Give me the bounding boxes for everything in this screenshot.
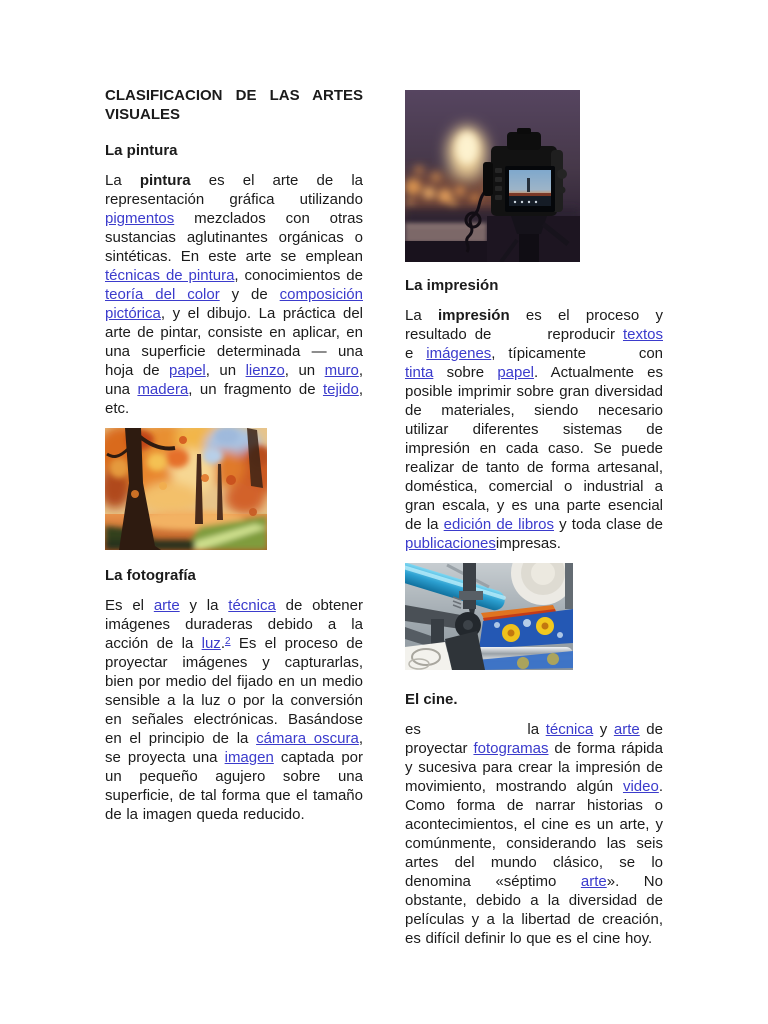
body-text: Es el proceso de proyectar imágenes y capturarlas, bien por medio del fijado en un medio sensible a la luz o por la conversión en señales electrónicas. Basándose en el principio de la (105, 635, 363, 747)
body-text: y toda clase de (554, 516, 663, 533)
hyperlink[interactable]: fotogramas (473, 740, 549, 757)
right-column (405, 90, 663, 958)
body-text: de obtener imágenes duraderas debido a la acción de la (105, 597, 363, 652)
paragraph-la-fotografia (105, 596, 363, 824)
justification-gap (499, 338, 547, 339)
hyperlink[interactable]: técnicas de pintura (105, 267, 235, 284)
body-text: es el proceso y resultado de (405, 307, 663, 343)
body-text: , una (105, 362, 363, 398)
body-text: ». No obstante, debido a la diversidad de películas y a la libertad de creación, es difícil definir lo que es el cine hoy. (405, 873, 663, 947)
hyperlink[interactable]: publicaciones (405, 535, 496, 552)
footnote-link[interactable]: 2 (224, 636, 231, 647)
heading-la-fotografia: La fotografía (105, 567, 196, 584)
printing-press-image (405, 563, 663, 670)
body-text: y (593, 721, 614, 738)
hyperlink[interactable]: tinta (405, 364, 434, 381)
body-text: e (405, 345, 427, 362)
hyperlink[interactable]: técnica (545, 721, 594, 738)
paragraph-el-cine (405, 720, 663, 948)
hyperlink[interactable]: técnica (228, 597, 276, 614)
hyperlink[interactable]: imágenes (426, 345, 492, 362)
hyperlink[interactable]: imagen (224, 749, 274, 766)
hyperlink[interactable]: tejido (322, 381, 359, 398)
body-text: y la (179, 597, 229, 614)
body-text: , se proyecta una (105, 730, 363, 766)
bold-text: pintura (139, 172, 191, 189)
body-text: , un (284, 362, 325, 379)
body-text: . Como forma de narrar historias o acontecimientos, el cine es un arte, y comúnmente, considerando las seis artes del mundo clásico, se lo denomina «séptimo (405, 778, 663, 890)
hyperlink[interactable]: arte (153, 597, 180, 614)
hyperlink[interactable]: papel (497, 364, 535, 381)
document-title: CLASIFICACION DE LAS ARTES VISUALES (105, 87, 363, 123)
body-text: , un fragmento de (188, 381, 323, 398)
bold-text: impresión (437, 307, 510, 324)
body-text: la (527, 721, 546, 738)
body-text: y de (219, 286, 280, 303)
body-text: , un (205, 362, 246, 379)
hyperlink[interactable]: muro (324, 362, 359, 379)
body-text: . Actualmente es posible imprimir sobre gran diversidad de materiales, siendo necesario utilizar diferentes sistemas de impresión en cada caso. Se puede realizar de tanto de forma artesanal, doméstica, comercial o industrial a gran escala, y es una parte esencial de la (405, 364, 663, 533)
hyperlink[interactable]: video (622, 778, 659, 795)
body-text: La (105, 172, 140, 189)
body-text: de proyectar (405, 721, 663, 757)
hyperlink[interactable]: arte (613, 721, 640, 738)
left-column (105, 86, 363, 834)
body-text: con (638, 345, 663, 362)
body-text: sobre (433, 364, 498, 381)
night-camera-illustration (405, 90, 580, 262)
heading-la-pintura: La pintura (105, 142, 178, 159)
body-text: reproducir (547, 326, 623, 343)
hyperlink[interactable]: papel (169, 362, 206, 379)
hyperlink[interactable]: cámara oscura (256, 730, 359, 747)
hyperlink[interactable]: lienzo (245, 362, 285, 379)
paragraph-la-impresion (405, 306, 663, 553)
hyperlink[interactable]: pigmentos (105, 210, 175, 227)
paragraph-la-pintura (105, 171, 363, 418)
body-text: , etc. (105, 381, 363, 417)
body-text: de forma rápida y sucesiva para crear la impresión de movimiento, mostrando algún (405, 740, 663, 795)
body-text: , y el dibujo. La práctica del arte de pintar, consiste en aplicar, en una superficie determinada — una hoja de (105, 305, 363, 379)
hyperlink[interactable]: textos (622, 326, 663, 343)
justification-gap (599, 357, 639, 358)
autumn-painting-image (105, 428, 363, 550)
justification-gap (427, 733, 527, 734)
hyperlink[interactable]: luz (201, 635, 221, 652)
hyperlink[interactable]: madera (137, 381, 189, 398)
printing-press-illustration (405, 563, 573, 670)
hyperlink[interactable]: arte (580, 873, 607, 890)
body-text: , conocimientos de (234, 267, 363, 284)
body-text: impresas. (495, 535, 561, 552)
heading-la-impresion: La impresión (405, 277, 499, 294)
hyperlink[interactable]: edición de libros (443, 516, 555, 533)
body-text: es (405, 721, 428, 738)
body-text: Es el (105, 597, 154, 614)
autumn-painting-illustration (105, 428, 267, 550)
night-camera-image (405, 90, 663, 262)
body-text: mezclados con otras sustancias aglutinantes orgánicas o sintéticas. En este arte se emplean (105, 210, 363, 265)
body-text: captada por un pequeño agujero sobre una superficie, de tal forma que el tamaño de la imagen queda reducido. (105, 749, 363, 823)
body-text: La (405, 307, 438, 324)
body-text: . (220, 635, 225, 652)
body-text: , típicamente (491, 345, 599, 362)
body-text: es el arte de la representación gráfica utilizando (105, 172, 363, 208)
hyperlink[interactable]: teoría del color (105, 286, 220, 303)
hyperlink[interactable]: composición pictórica (105, 286, 363, 322)
heading-el-cine: El cine. (405, 691, 458, 708)
